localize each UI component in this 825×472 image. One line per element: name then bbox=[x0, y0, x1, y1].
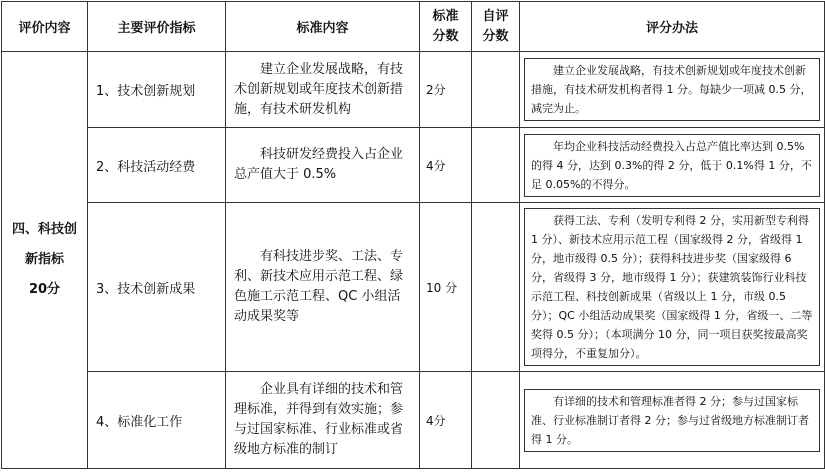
table-row bbox=[2, 128, 825, 203]
self-score-cell bbox=[472, 128, 520, 203]
header-self-score bbox=[472, 2, 520, 52]
indicator-cell: 4、标准化工作 bbox=[88, 372, 226, 469]
header-main-indicator: 主要评价指标 bbox=[88, 2, 226, 52]
header-row bbox=[2, 2, 825, 52]
category-line3: 20分 bbox=[28, 282, 61, 297]
self-score-cell bbox=[472, 52, 520, 128]
method-cell bbox=[520, 128, 825, 203]
standard-score-cell: 10 分 bbox=[420, 203, 472, 372]
standard-cell: 科技研发经费投入占企业总产值大于 0.5% bbox=[226, 128, 420, 203]
method-cell bbox=[520, 372, 825, 469]
standard-score-cell: 2分 bbox=[420, 52, 472, 128]
self-score-cell bbox=[472, 203, 520, 372]
header-standard-score-line1: 标准 bbox=[432, 8, 459, 24]
evaluation-table bbox=[1, 1, 825, 469]
header-self-score-line1: 自评 bbox=[482, 8, 509, 24]
method-cell bbox=[520, 203, 825, 372]
header-eval-content: 评价内容 bbox=[2, 2, 88, 52]
header-method: 评分办法 bbox=[520, 2, 825, 52]
standard-cell: 企业具有详细的技术和管理标准，并得到有效实施；参与过国家标准、行业标准或省级地方标准的制订 bbox=[226, 372, 420, 469]
category-line2: 新指标 bbox=[24, 252, 64, 267]
method-text: 有详细的技术和管理标准者得 2 分；参与过国家标准、行业标准制订者得 2 分；参与过省级地方标准制订者得 1 分。 bbox=[524, 389, 820, 452]
standard-score-cell: 4分 bbox=[420, 372, 472, 469]
method-text: 年均企业科技活动经费投入占总产值比率达到 0.5%的得 4 分，达到 0.3%的得 2 分，低于 0.1%得 1 分，不足 0.05%的不得分。 bbox=[524, 134, 820, 197]
table-row bbox=[2, 52, 825, 128]
header-self-score-line2: 分数 bbox=[482, 28, 509, 44]
table-row bbox=[2, 372, 825, 469]
method-text: 建立企业发展战略，有技术创新规划或年度技术创新措施，有技术研发机构者得 1 分。每缺少一项减 0.5 分，减完为止。 bbox=[524, 58, 820, 121]
method-text: 获得工法、专利（发明专利得 2 分，实用新型专利得 1 分）、新技术应用示范工程（国家级得 2 分，省级得 1 分，地市级得 0.5 分）；获得科技进步奖（国家级得 6 分，省级得 3 分，地市级得 1 分）；获建筑装饰行业科技示范工程、科技创新成果（省级以上 1 分，市级 0.5 分）；QC 小组活动成果奖（国家级得 1 分，省级一、二等奖得 0.5 分）；（本项满分 10 分，同一项目获奖按最高奖项得分，不重复加分）。 bbox=[524, 208, 820, 366]
method-cell bbox=[520, 52, 825, 128]
standard-cell: 有科技进步奖、工法、专利、新技术应用示范工程、绿色施工示范工程、QC 小组活动成果奖等 bbox=[226, 203, 420, 372]
self-score-cell bbox=[472, 372, 520, 469]
indicator-cell: 1、技术创新规划 bbox=[88, 52, 226, 128]
header-standard-score bbox=[420, 2, 472, 52]
indicator-cell: 2、科技活动经费 bbox=[88, 128, 226, 203]
standard-score-cell: 4分 bbox=[420, 128, 472, 203]
header-standard: 标准内容 bbox=[226, 2, 420, 52]
indicator-cell: 3、技术创新成果 bbox=[88, 203, 226, 372]
table-row bbox=[2, 203, 825, 372]
category-cell bbox=[2, 52, 88, 469]
category-line1: 四、科技创 bbox=[11, 222, 77, 237]
standard-cell: 建立企业发展战略，有技术创新规划或年度技术创新措施，有技术研发机构 bbox=[226, 52, 420, 128]
header-standard-score-line2: 分数 bbox=[432, 28, 459, 44]
